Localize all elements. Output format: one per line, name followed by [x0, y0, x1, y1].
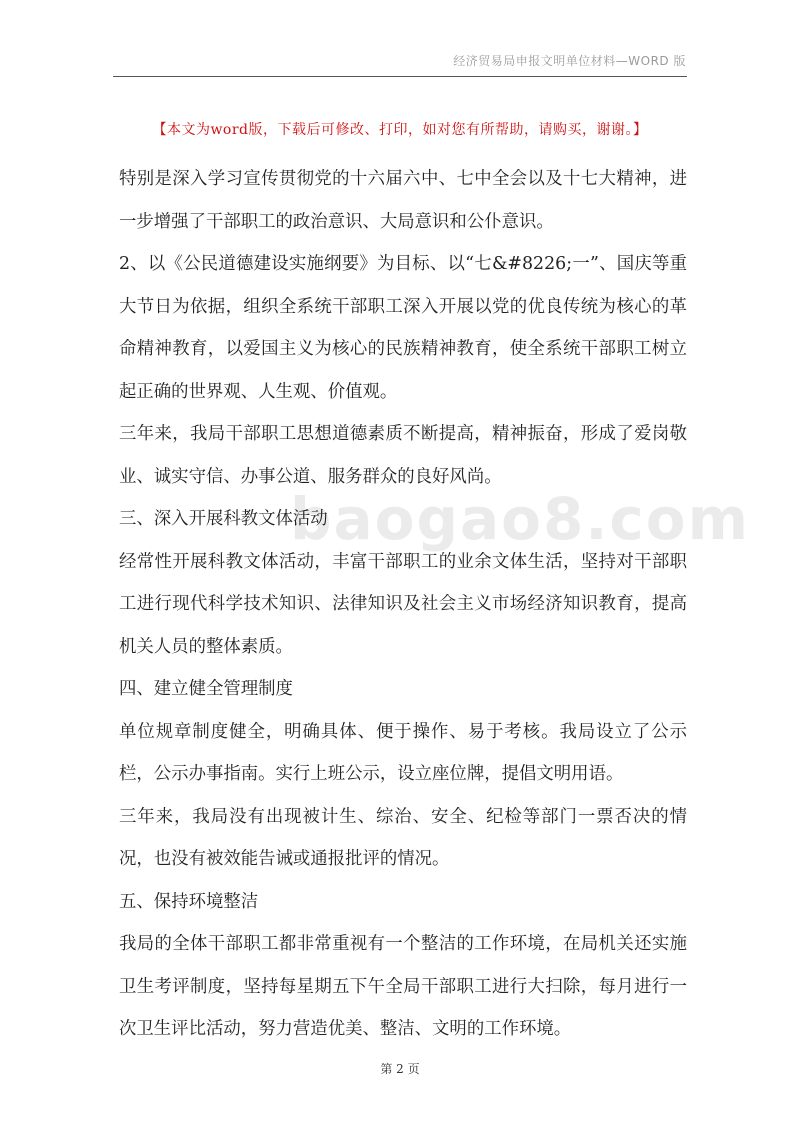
section-heading-5: 五、保持环境整洁 [119, 891, 259, 912]
paragraph-4: 经常性开展科教文体活动，丰富干部职工的业余文体生活，坚持对干部职工进行现代科学技术知识、法律知识及社会主义市场经济知识教育，提高机关人员的整体素质。 [119, 551, 687, 657]
page-number: 第 2 页 [380, 1062, 420, 1076]
paragraph-3: 三年来，我局干部职工思想道德素质不断提高，精神振奋，形成了爱岗敬业、诚实守信、办事公道、服务群众的良好风尚。 [119, 424, 687, 487]
section-heading-4: 四、建立健全管理制度 [119, 679, 293, 699]
download-notice: 【本文为word版，下载后可修改、打印，如对您有所帮助，请购买，谢谢。】 [152, 122, 648, 138]
header-divider [113, 76, 687, 77]
paragraph-1: 特别是深入学习宣传贯彻党的十六届六中、七中全会以及十七大精神，进一步增强了干部职工的政治意识、大局意识和公仆意识。 [119, 169, 687, 232]
paragraph-5: 单位规章制度健全，明确具体、便于操作、易于考核。我局设立了公示栏，公示办事指南。实行上班公示，设立座位牌，提倡文明用语。 [119, 721, 687, 784]
document-body [119, 158, 687, 1051]
paragraph-7: 我局的全体干部职工都非常重视有一个整洁的工作环境，在局机关还实施卫生考评制度，坚持每星期五下午全局干部职工进行大扫除，每月进行一次卫生评比活动，努力营造优美、整洁、文明的工作环境。 [119, 934, 687, 1039]
header-title: 经济贸易局申报文明单位材料—WORD 版 [453, 54, 686, 68]
watermark: baogao8.com [290, 485, 751, 553]
paragraph-2: 2、以《公民道德建设实施纲要》为目标、以“七&#8226;一”、国庆等重大节日为依据，组织全系统干部职工深入开展以党的优良传统为核心的革命精神教育，以爱国主义为核心的民族精神教育，使全系统干部职工树立起正确的世界观、人生观、价值观。 [119, 254, 687, 402]
paragraph-6: 三年来，我局没有出现被计生、综治、安全、纪检等部门一票否决的情况，也没有被效能告诫或通报批评的情况。 [119, 806, 687, 869]
section-heading-3: 三、深入开展科教文体活动 [119, 509, 328, 529]
